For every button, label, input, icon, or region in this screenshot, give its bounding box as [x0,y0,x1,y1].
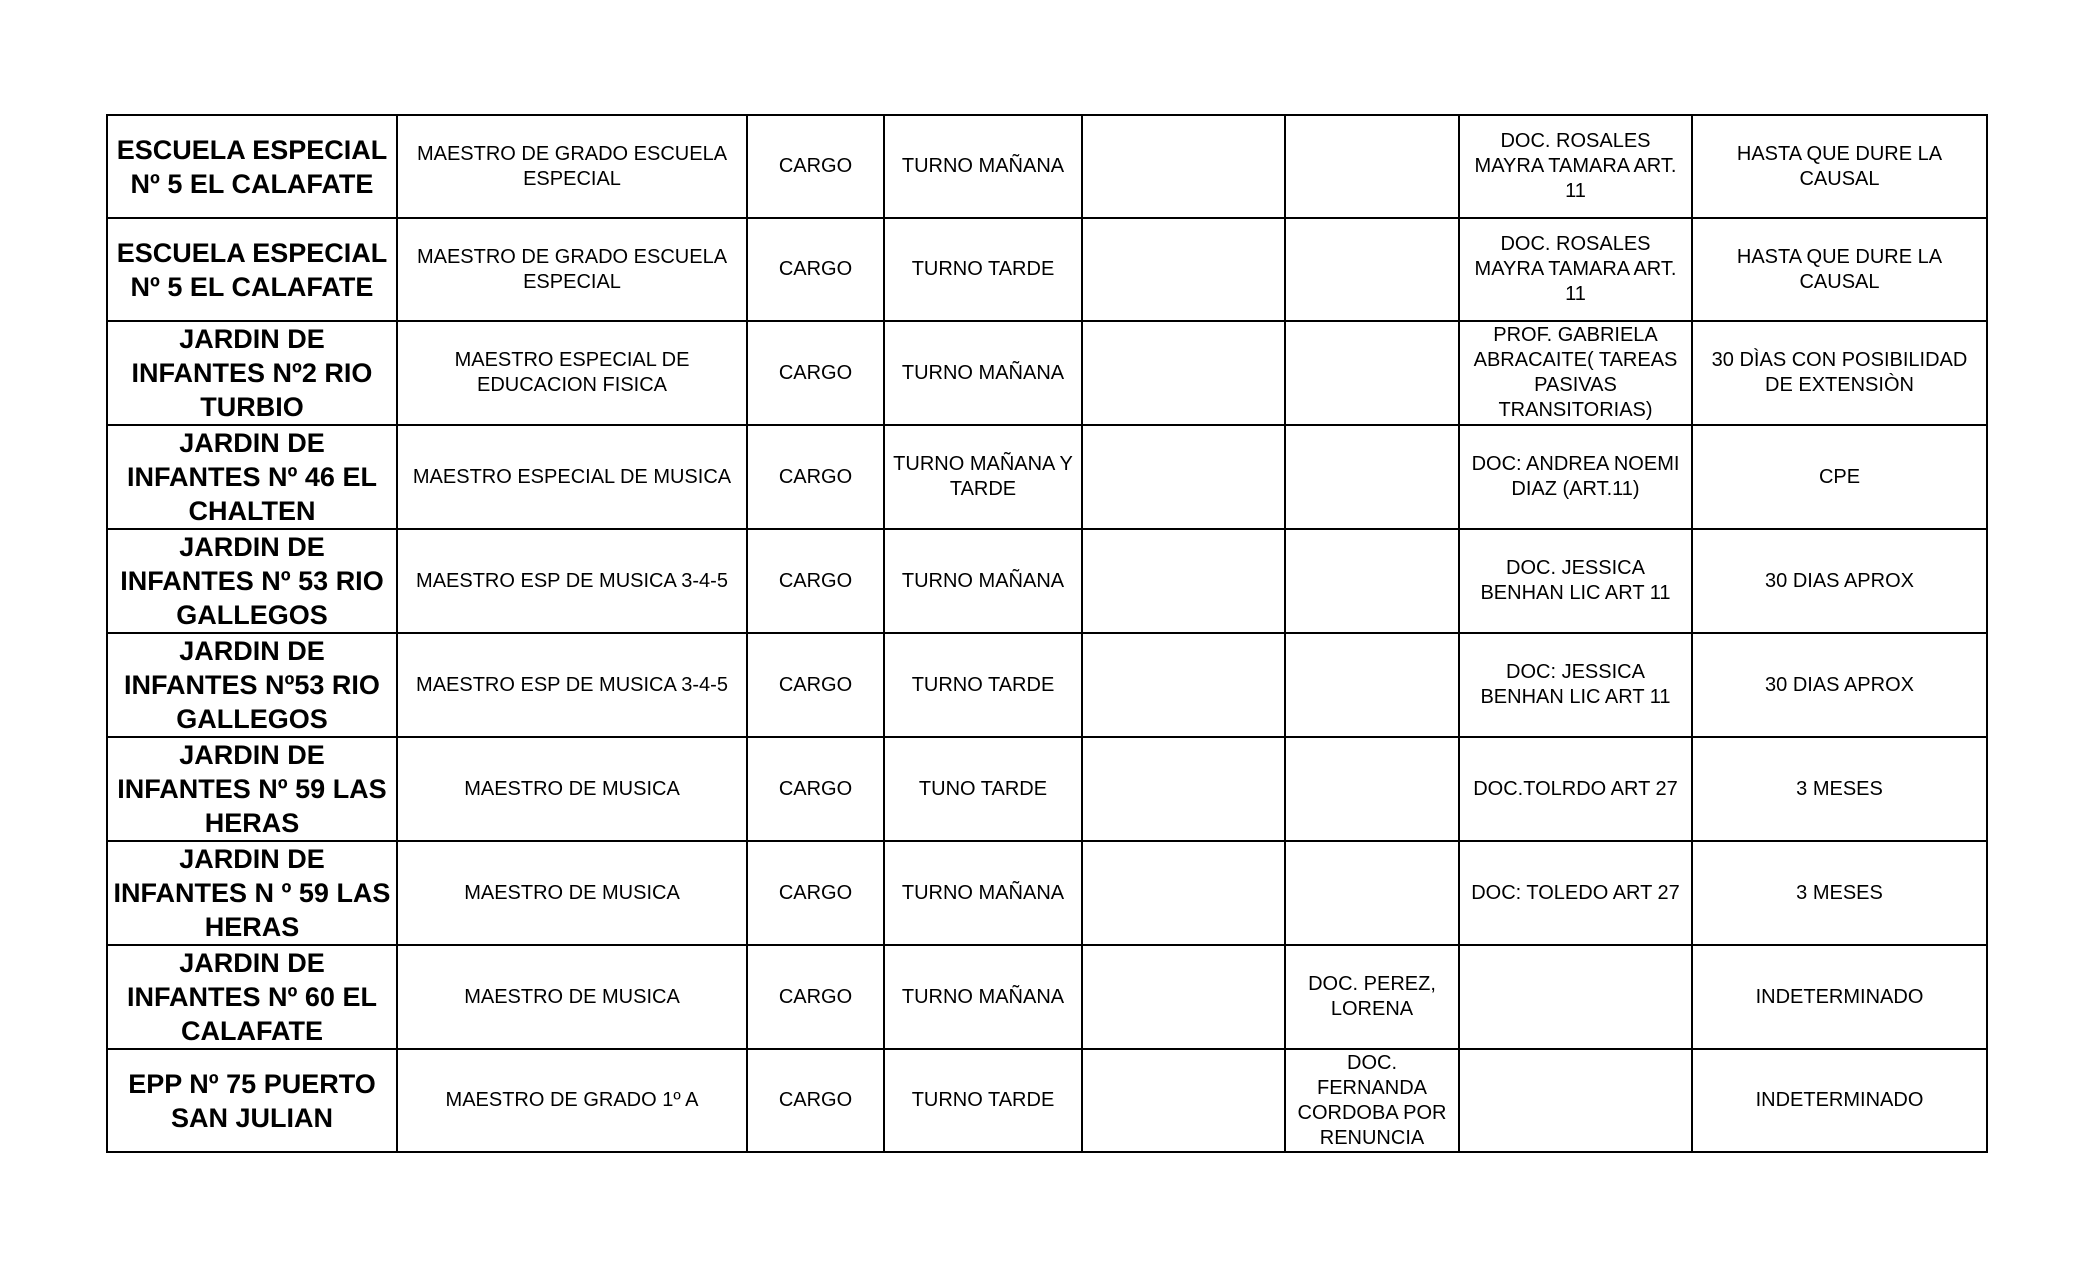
school-cell: JARDIN DE INFANTES N º 59 LAS HERAS [107,841,397,945]
school-cell: JARDIN DE INFANTES Nº 53 RIO GALLEGOS [107,529,397,633]
empty-cell [1082,529,1285,633]
reason-cell: DOC. JESSICA BENHAN LIC ART 11 [1459,529,1692,633]
type-cell: CARGO [747,115,884,218]
type-cell: CARGO [747,737,884,841]
table-row [107,945,1987,1049]
reason-cell [1459,1049,1692,1152]
replacement-cell [1285,529,1459,633]
duration-cell: INDETERMINADO [1692,1049,1987,1152]
replacement-cell [1285,115,1459,218]
table-row [107,633,1987,737]
duration-cell: CPE [1692,425,1987,529]
shift-cell: TURNO MAÑANA [884,529,1082,633]
replacement-cell [1285,218,1459,321]
school-cell: JARDIN DE INFANTES Nº53 RIO GALLEGOS [107,633,397,737]
type-cell: CARGO [747,841,884,945]
replacement-cell [1285,841,1459,945]
shift-cell: TURNO TARDE [884,633,1082,737]
reason-cell: DOC.TOLRDO ART 27 [1459,737,1692,841]
empty-cell [1082,425,1285,529]
replacement-cell [1285,633,1459,737]
shift-cell: TURNO MAÑANA Y TARDE [884,425,1082,529]
table-body [107,115,1987,1152]
reason-cell: DOC. ROSALES MAYRA TAMARA ART. 11 [1459,218,1692,321]
shift-cell: TUNO TARDE [884,737,1082,841]
table-row [107,737,1987,841]
duration-cell: 3 MESES [1692,737,1987,841]
table-row [107,115,1987,218]
duration-cell: 30 DÌAS CON POSIBILIDAD DE EXTENSIÒN [1692,321,1987,425]
replacement-cell [1285,737,1459,841]
type-cell: CARGO [747,218,884,321]
school-cell: EPP Nº 75 PUERTO SAN JULIAN [107,1049,397,1152]
reason-cell: DOC. ROSALES MAYRA TAMARA ART. 11 [1459,115,1692,218]
school-cell: JARDIN DE INFANTES Nº 59 LAS HERAS [107,737,397,841]
table-row [107,425,1987,529]
duration-cell: 30 DIAS APROX [1692,529,1987,633]
position-cell: MAESTRO DE GRADO 1º A [397,1049,747,1152]
table-row [107,841,1987,945]
position-cell: MAESTRO ESPECIAL DE MUSICA [397,425,747,529]
shift-cell: TURNO MAÑANA [884,945,1082,1049]
empty-cell [1082,737,1285,841]
empty-cell [1082,218,1285,321]
school-cell: JARDIN DE INFANTES Nº2 RIO TURBIO [107,321,397,425]
empty-cell [1082,321,1285,425]
duration-cell: HASTA QUE DURE LA CAUSAL [1692,218,1987,321]
vacancy-table [106,114,1988,1153]
replacement-cell [1285,425,1459,529]
school-cell: ESCUELA ESPECIAL Nº 5 EL CALAFATE [107,218,397,321]
table-row [107,1049,1987,1152]
empty-cell [1082,841,1285,945]
empty-cell [1082,115,1285,218]
position-cell: MAESTRO DE GRADO ESCUELA ESPECIAL [397,218,747,321]
duration-cell: HASTA QUE DURE LA CAUSAL [1692,115,1987,218]
school-cell: JARDIN DE INFANTES Nº 60 EL CALAFATE [107,945,397,1049]
table-row [107,321,1987,425]
position-cell: MAESTRO DE MUSICA [397,945,747,1049]
empty-cell [1082,1049,1285,1152]
position-cell: MAESTRO ESP DE MUSICA 3-4-5 [397,633,747,737]
shift-cell: TURNO TARDE [884,218,1082,321]
duration-cell: INDETERMINADO [1692,945,1987,1049]
position-cell: MAESTRO ESPECIAL DE EDUCACION FISICA [397,321,747,425]
school-cell: ESCUELA ESPECIAL Nº 5 EL CALAFATE [107,115,397,218]
empty-cell [1082,633,1285,737]
school-cell: JARDIN DE INFANTES Nº 46 EL CHALTEN [107,425,397,529]
shift-cell: TURNO MAÑANA [884,841,1082,945]
reason-cell: DOC: TOLEDO ART 27 [1459,841,1692,945]
type-cell: CARGO [747,945,884,1049]
type-cell: CARGO [747,1049,884,1152]
reason-cell: DOC: ANDREA NOEMI DIAZ (ART.11) [1459,425,1692,529]
duration-cell: 30 DIAS APROX [1692,633,1987,737]
shift-cell: TURNO MAÑANA [884,321,1082,425]
shift-cell: TURNO TARDE [884,1049,1082,1152]
duration-cell: 3 MESES [1692,841,1987,945]
type-cell: CARGO [747,529,884,633]
reason-cell: DOC: JESSICA BENHAN LIC ART 11 [1459,633,1692,737]
reason-cell [1459,945,1692,1049]
type-cell: CARGO [747,633,884,737]
empty-cell [1082,945,1285,1049]
replacement-cell: DOC. FERNANDA CORDOBA POR RENUNCIA [1285,1049,1459,1152]
type-cell: CARGO [747,321,884,425]
position-cell: MAESTRO DE MUSICA [397,841,747,945]
replacement-cell [1285,321,1459,425]
table-row [107,529,1987,633]
table-row [107,218,1987,321]
reason-cell: PROF. GABRIELA ABRACAITE( TAREAS PASIVAS TRANSITORIAS) [1459,321,1692,425]
position-cell: MAESTRO DE GRADO ESCUELA ESPECIAL [397,115,747,218]
type-cell: CARGO [747,425,884,529]
shift-cell: TURNO MAÑANA [884,115,1082,218]
position-cell: MAESTRO ESP DE MUSICA 3-4-5 [397,529,747,633]
replacement-cell: DOC. PEREZ, LORENA [1285,945,1459,1049]
position-cell: MAESTRO DE MUSICA [397,737,747,841]
